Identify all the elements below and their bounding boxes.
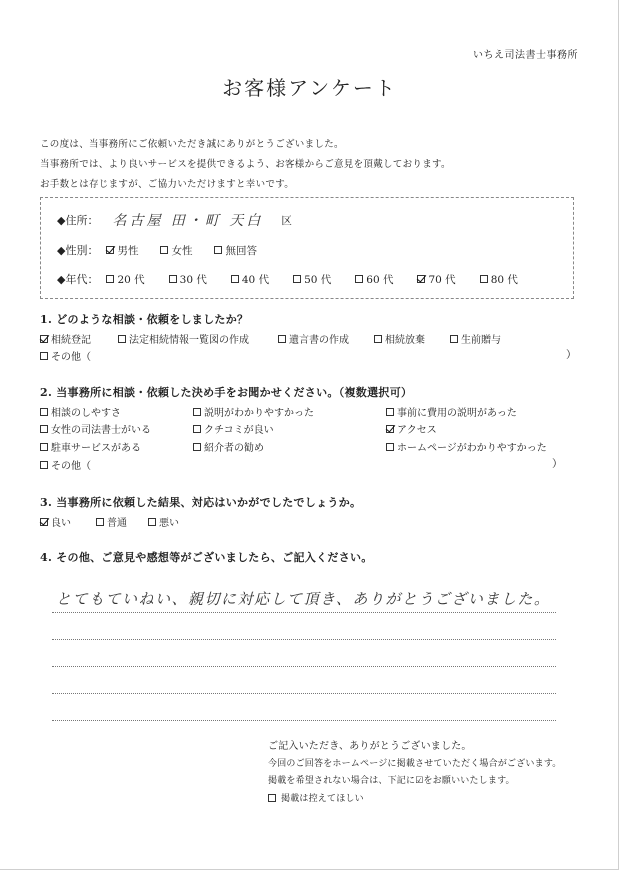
option-label: 駐車サービスがある bbox=[51, 443, 141, 454]
comment-handwriting[interactable]: とてもていねい、親切に対応して頂き、ありがとうございました。 bbox=[56, 590, 551, 608]
q1-option-will[interactable] bbox=[278, 331, 349, 346]
checkbox[interactable] bbox=[214, 246, 222, 254]
option-label: 女性の司法書士がいる bbox=[51, 425, 151, 436]
q2-option-website[interactable] bbox=[386, 439, 547, 454]
q3-option-good[interactable] bbox=[40, 514, 71, 529]
comment-line-5 bbox=[52, 720, 556, 721]
checkbox[interactable] bbox=[386, 443, 394, 451]
footer-thanks: ご記入いただき、ありがとうございました。 bbox=[268, 741, 472, 752]
gender-option-male[interactable] bbox=[106, 243, 138, 258]
option-label: 無回答 bbox=[225, 244, 257, 257]
option-label: 相談のしやすさ bbox=[51, 408, 121, 419]
option-label: 70 代 bbox=[428, 273, 456, 286]
q1-option-gift[interactable] bbox=[450, 331, 501, 346]
q2-option-access[interactable] bbox=[386, 421, 437, 436]
checkbox[interactable] bbox=[193, 408, 201, 416]
gender-option-female[interactable] bbox=[160, 243, 192, 258]
checkbox[interactable] bbox=[278, 335, 286, 343]
address-label: ◆住所： bbox=[57, 214, 99, 227]
footer-line-2: 掲載を希望されない場合は、下記に☑をお願いいたします。 bbox=[268, 776, 515, 786]
option-label: 掲載は控えてほしい bbox=[281, 794, 364, 804]
checkbox[interactable] bbox=[160, 246, 168, 254]
intro-line-3: お手数とは存じますが、ご協力いただけますと幸いです。 bbox=[40, 179, 295, 190]
checkbox[interactable] bbox=[374, 335, 382, 343]
checkbox[interactable] bbox=[293, 275, 301, 283]
gender-option-noanswer[interactable] bbox=[214, 243, 257, 258]
q3-option-bad[interactable] bbox=[148, 514, 179, 529]
q2-option-fee-explained[interactable] bbox=[386, 404, 517, 419]
q1-option-renunciation[interactable] bbox=[374, 331, 425, 346]
checkbox-checked[interactable] bbox=[386, 425, 394, 433]
option-label: 60 代 bbox=[366, 273, 394, 286]
q3-option-average[interactable] bbox=[96, 514, 127, 529]
option-label: 悪い bbox=[159, 518, 179, 529]
q1-option-statutory-info-chart[interactable] bbox=[118, 331, 249, 346]
option-label: 事前に費用の説明があった bbox=[397, 408, 517, 419]
q1-other-close: ） bbox=[566, 349, 577, 361]
checkbox[interactable] bbox=[96, 518, 104, 526]
checkbox[interactable] bbox=[480, 275, 488, 283]
age-option-70[interactable] bbox=[417, 272, 455, 287]
option-label: 法定相続情報一覧図の作成 bbox=[129, 335, 249, 346]
comment-line-3 bbox=[52, 666, 556, 667]
option-label: 相続登記 bbox=[51, 335, 91, 346]
checkbox[interactable] bbox=[231, 275, 239, 283]
checkbox[interactable] bbox=[169, 275, 177, 283]
checkbox[interactable] bbox=[40, 352, 48, 360]
age-option-30[interactable] bbox=[169, 272, 207, 287]
option-label: 生前贈与 bbox=[461, 335, 501, 346]
comment-line-4 bbox=[52, 693, 556, 694]
option-label: 紹介者の勧め bbox=[204, 443, 264, 454]
option-label: 30 代 bbox=[179, 273, 207, 286]
checkbox[interactable] bbox=[118, 335, 126, 343]
page-title: お客様アンケート bbox=[222, 76, 397, 100]
age-option-40[interactable] bbox=[231, 272, 269, 287]
option-label: 遺言書の作成 bbox=[289, 335, 349, 346]
checkbox-checked[interactable] bbox=[417, 275, 425, 283]
checkbox[interactable] bbox=[148, 518, 156, 526]
q1-option-other[interactable] bbox=[40, 348, 91, 363]
checkbox-checked[interactable] bbox=[106, 246, 114, 254]
checkbox[interactable] bbox=[40, 425, 48, 433]
checkbox-checked[interactable] bbox=[40, 335, 48, 343]
footer-optout-option[interactable] bbox=[268, 791, 364, 804]
age-option-80[interactable] bbox=[480, 272, 518, 287]
option-label: 50 代 bbox=[304, 273, 332, 286]
q2-option-clear-explanation[interactable] bbox=[193, 404, 314, 419]
q1-option-inheritance-registration[interactable] bbox=[40, 331, 91, 346]
age-row bbox=[57, 271, 518, 287]
option-label: 女性 bbox=[171, 244, 193, 257]
option-label: その他（ bbox=[51, 352, 91, 363]
option-label: 40 代 bbox=[241, 273, 270, 286]
q2-option-female-scrivener[interactable] bbox=[40, 421, 151, 436]
checkbox[interactable] bbox=[40, 461, 48, 469]
gender-row bbox=[57, 242, 279, 258]
checkbox[interactable] bbox=[355, 275, 363, 283]
checkbox[interactable] bbox=[40, 443, 48, 451]
age-option-20[interactable] bbox=[106, 272, 144, 287]
checkbox[interactable] bbox=[106, 275, 114, 283]
age-label: ◆年代： bbox=[57, 273, 99, 286]
option-label: 説明がわかりやすかった bbox=[204, 408, 314, 419]
option-label: ホームページがわかりやすかった bbox=[397, 443, 547, 454]
comment-line-1 bbox=[52, 612, 556, 613]
footer-line-1: 今回のご回答をホームページに掲載させていただく場合がございます。 bbox=[268, 759, 562, 769]
checkbox[interactable] bbox=[40, 408, 48, 416]
age-option-50[interactable] bbox=[293, 272, 331, 287]
intro-line-1: この度は、当事務所にご依頼いただき誠にありがとうございました。 bbox=[40, 139, 344, 150]
option-label: 相続放棄 bbox=[385, 335, 425, 346]
checkbox-checked[interactable] bbox=[40, 518, 48, 526]
checkbox[interactable] bbox=[386, 408, 394, 416]
address-row bbox=[57, 210, 292, 230]
checkbox[interactable] bbox=[450, 335, 458, 343]
age-option-60[interactable] bbox=[355, 272, 393, 287]
address-value[interactable]: 名古屋 田・町 天白 bbox=[112, 213, 264, 229]
q2-other-close: ） bbox=[552, 458, 563, 470]
checkbox[interactable] bbox=[268, 794, 276, 802]
comment-line-2 bbox=[52, 639, 556, 640]
q2-option-parking[interactable] bbox=[40, 439, 141, 454]
option-label: 男性 bbox=[117, 244, 139, 257]
option-label: クチコミが良い bbox=[204, 425, 274, 436]
gender-label: ◆性別： bbox=[57, 244, 99, 257]
question-2-heading: 2. 当事務所に相談・依頼した決め手をお聞かせください。（複数選択可） bbox=[40, 386, 413, 399]
option-label: アクセス bbox=[397, 425, 437, 436]
address-suffix: 区 bbox=[281, 214, 292, 227]
question-4-heading: 4. その他、ご意見や感想等がございましたら、ご記入ください。 bbox=[40, 551, 373, 564]
option-label: その他（ bbox=[51, 461, 91, 472]
q2-option-other[interactable] bbox=[40, 457, 91, 472]
q2-option-reviews[interactable] bbox=[193, 421, 274, 436]
question-1-heading: 1. どのような相談・依頼をしましたか？ bbox=[40, 313, 249, 326]
checkbox[interactable] bbox=[193, 425, 201, 433]
customer-info-box bbox=[40, 197, 574, 299]
option-label: 普通 bbox=[107, 518, 127, 529]
q2-option-easy-consult[interactable] bbox=[40, 404, 121, 419]
checkbox[interactable] bbox=[193, 443, 201, 451]
question-3-heading: 3. 当事務所に依頼した結果、対応はいかがでしたでしょうか。 bbox=[40, 496, 362, 509]
office-name: いちえ司法書士事務所 bbox=[473, 50, 578, 61]
option-label: 良い bbox=[51, 518, 71, 529]
option-label: 80 代 bbox=[490, 273, 518, 286]
option-label: 20 代 bbox=[117, 273, 145, 286]
q2-option-referral[interactable] bbox=[193, 439, 264, 454]
intro-line-2: 当事務所では、より良いサービスを提供できるよう、お客様からご意見を頂戴しております。 bbox=[40, 159, 451, 170]
